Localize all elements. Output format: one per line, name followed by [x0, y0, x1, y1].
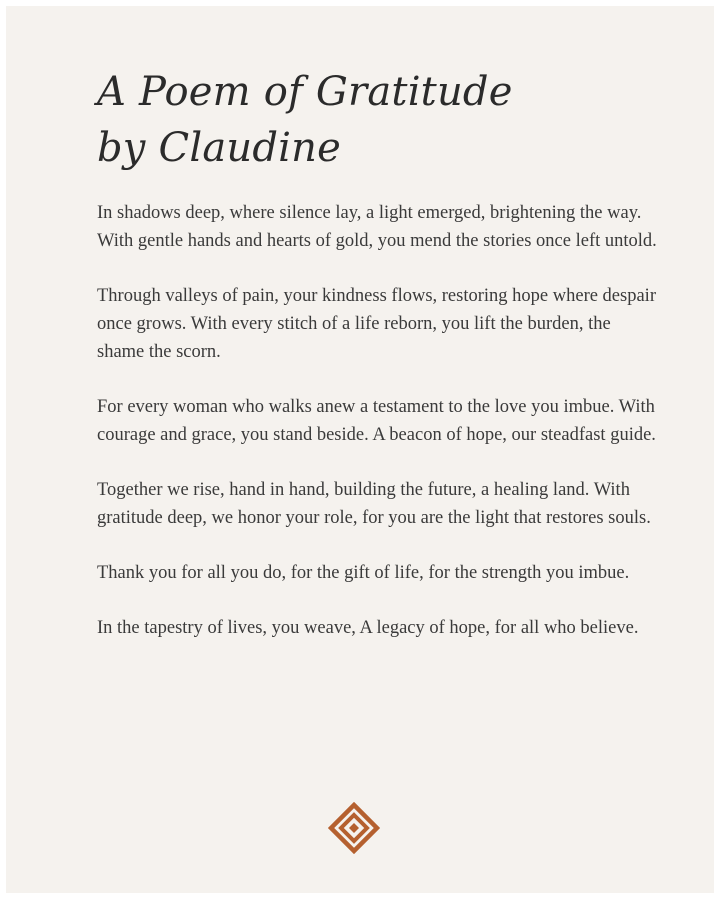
poem-stanza-5: Thank you for all you do, for the gift of life, for the strength you imbue. [97, 563, 630, 583]
nested-diamond-logo-icon [328, 802, 380, 854]
poem-title [97, 64, 657, 176]
poem-body [97, 199, 657, 669]
poem-stanza-2: Through valleys of pain, your kindness flows, restoring hope where despair once grows. With every stitch of a life reborn, you lift the burden, the shame the scorn. [97, 286, 656, 362]
poem-title-line-2: by Claudine [97, 125, 341, 171]
poem-card [6, 6, 714, 893]
poem-stanza-3: For every woman who walks anew a testament to the love you imbue. With courage and grace, you stand beside. A beacon of hope, our steadfast guide. [97, 397, 656, 445]
poem-stanza-4: Together we rise, hand in hand, building the future, a healing land. With gratitude deep, we honor your role, for you are the light that restores souls. [97, 480, 651, 528]
poem-stanza-6: In the tapestry of lives, you weave, A legacy of hope, for all who believe. [97, 618, 639, 638]
poem-title-line-1: A Poem of Gratitude [97, 69, 513, 115]
poem-stanza-1: In shadows deep, where silence lay, a light emerged, brightening the way. With gentle hands and hearts of gold, you mend the stories once left untold. [97, 203, 657, 251]
